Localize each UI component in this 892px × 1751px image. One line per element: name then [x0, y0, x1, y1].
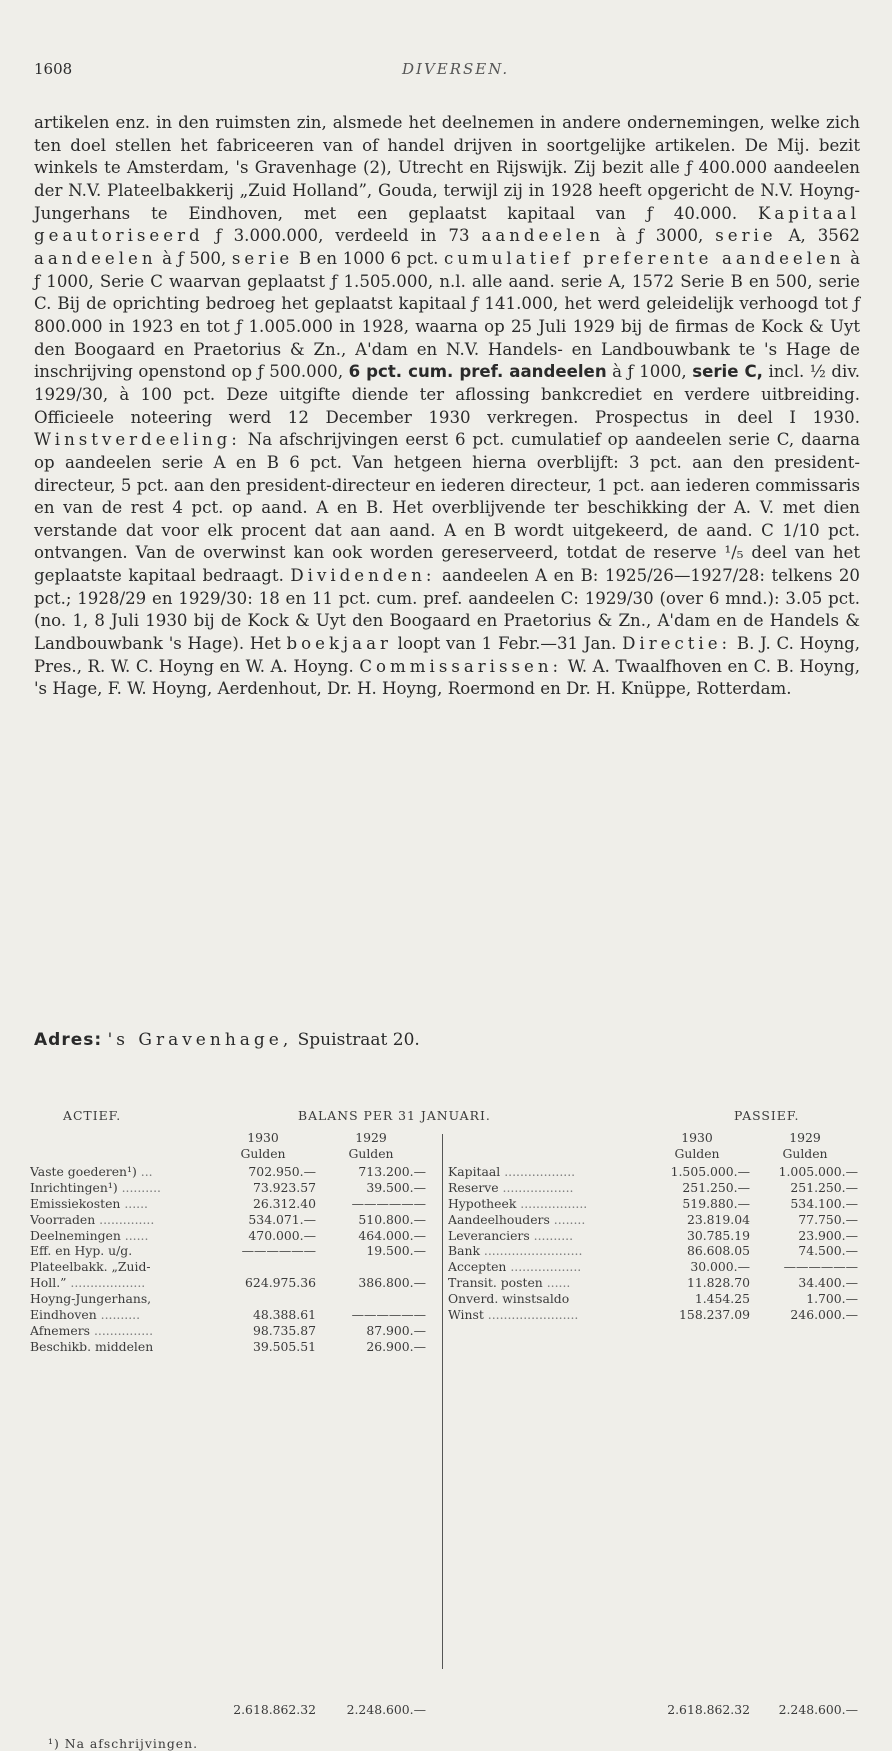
- year-header: 1929: [355, 1130, 387, 1145]
- table-row: [30, 1259, 444, 1275]
- table-row: [448, 1291, 860, 1307]
- row-label: Reserve ..................: [448, 1179, 574, 1195]
- value-1929: ——————: [783, 1259, 858, 1275]
- table-row: [30, 1323, 444, 1339]
- row-label: Afnemers ...............: [30, 1322, 154, 1338]
- value-1929: ——————: [351, 1307, 426, 1323]
- table-row: [30, 1164, 444, 1180]
- value-1930: 1.454.25: [694, 1291, 750, 1307]
- passief-total-1929: 2.248.600.—: [778, 1702, 858, 1717]
- value-1929: 510.800.—: [358, 1211, 426, 1227]
- table-row: [448, 1228, 860, 1244]
- table-row: [448, 1243, 860, 1259]
- value-1929: 246.000.—: [790, 1307, 858, 1323]
- year-header: 1929: [789, 1130, 821, 1145]
- table-row: [30, 1228, 444, 1244]
- row-label: Hypotheek .................: [448, 1195, 588, 1211]
- value-1929: 713.200.—: [358, 1164, 426, 1179]
- address-city: 's Gravenhage,: [107, 1030, 293, 1050]
- value-1929: 74.500.—: [798, 1243, 858, 1259]
- value-1929: 1.005.000.—: [778, 1164, 858, 1179]
- row-label: Deelnemingen ......: [30, 1227, 149, 1243]
- value-1929: 23.900.—: [798, 1227, 858, 1243]
- table-row: [448, 1307, 860, 1323]
- footnote: ¹) Na afschrijvingen.: [48, 1736, 199, 1751]
- actief-total-1929: 2.248.600.—: [346, 1702, 426, 1717]
- actief-rows: [30, 1164, 444, 1355]
- table-row: [30, 1275, 444, 1291]
- value-1929: 77.750.—: [798, 1211, 858, 1227]
- value-1929: 34.400.—: [798, 1275, 858, 1291]
- actief-total-1930: 2.618.862.32: [233, 1702, 316, 1717]
- value-1929: 39.500.—: [366, 1179, 426, 1195]
- row-label: Transit. posten ......: [448, 1275, 571, 1291]
- row-label: Leveranciers ..........: [448, 1227, 574, 1243]
- value-1930: 470.000.—: [248, 1227, 316, 1243]
- balance-title: BALANS PER 31 JANUARI.: [298, 1108, 491, 1123]
- value-1930: 98.735.87: [252, 1322, 316, 1338]
- passief-label: PASSIEF.: [734, 1108, 800, 1123]
- value-1929: 26.900.—: [366, 1338, 426, 1354]
- value-1929: 87.900.—: [366, 1322, 426, 1338]
- actief-totals: [30, 1702, 444, 1718]
- actief-column: [30, 1130, 444, 1355]
- balance-sheet: [30, 1108, 860, 1751]
- row-label: Eindhoven ..........: [30, 1307, 141, 1323]
- balance-header: [30, 1108, 860, 1130]
- unit-header: Gulden: [782, 1146, 828, 1161]
- address-line: [34, 1030, 860, 1050]
- table-row: [448, 1259, 860, 1275]
- row-label: Emissiekosten ......: [30, 1195, 148, 1211]
- value-1930: 1.505.000.—: [670, 1164, 750, 1179]
- value-1929: 534.100.—: [790, 1195, 858, 1211]
- value-1930: 26.312.40: [252, 1195, 316, 1211]
- year-header: 1930: [681, 1130, 713, 1145]
- value-1930: 11.828.70: [686, 1275, 750, 1291]
- unit-header: Gulden: [240, 1146, 286, 1161]
- row-label: Vaste goederen¹) ...: [30, 1164, 153, 1179]
- row-label: Accepten ..................: [448, 1259, 582, 1275]
- value-1929: 1.700.—: [806, 1291, 858, 1307]
- table-row: [30, 1291, 444, 1307]
- table-row: [30, 1339, 444, 1355]
- table-row: [30, 1196, 444, 1212]
- page-header: [34, 60, 824, 90]
- value-1930: 624.975.36: [245, 1275, 316, 1291]
- value-1930: 534.071.—: [248, 1211, 316, 1227]
- description-paragraph: artikelen enz. in den ruimsten zin, alsmede het deelnemen in andere ondernemingen, welke zich ten doel stellen het fabriceeren van of handel drijven in soortgelijke artikelen. De Mij. bezit winkels te Amsterdam, 's Gravenhage (2), Utrecht en Rijswijk. Zij bezit alle ƒ 400.000 aandeelen der N.V. Plateelbakkerij „Zuid Holland”, Gouda, terwijl zij in 1928 heeft opgericht de N.V. Hoyng-Jungerhans te Eindhoven, met een geplaatst kapitaal van ƒ 40.000. Kapitaal geautoriseerd ƒ 3.000.000, verdeeld in 73 aandeelen à ƒ 3000, serie A, 3562 aandeelen à ƒ 500, serie B en 1000 6 pct. cumulatief preferente aandeelen à ƒ 1000, Serie C waarvan geplaatst ƒ 1.505.000, n.l. alle aand. serie A, 1572 Serie B en 500, serie C. Bij de oprichting bedroeg het geplaatst kapitaal ƒ 141.000, het werd geleidelijk verhoogd tot ƒ 800.000 in 1923 en tot ƒ 1.005.000 in 1928, waarna op 25 Juli 1929 bij de firmas de Kock & Uyt den Boogaard en Praetorius & Zn., A'dam en N.V. Handels- en Landbouwbank te 's Hage de inschrijving openstond op ƒ 500.000, 6 pct. cum. pref. aandeelen à ƒ 1000, serie C, incl. ½ div. 1929/30, à 100 pct. Deze uitgifte diende ter aflossing bankcrediet en verdere uitbreiding. Officieele noteering werd 12 December 1930 verkregen. Prospectus in deel I 1930. Winstverdeeling: Na afschrijvingen eerst 6 pct. cumulatief op aandeelen serie C, daarna op aandeelen serie A en B 6 pct. Van hetgeen hierna overblijft: 3 pct. aan den president-directeur, 5 pct. aan den president-directeur en iederen directeur, 1 pct. aan iederen commissaris en van de rest 4 pct. op aand. A en B. Het overblijvende ter beschikking der A. V. met dien verstande dat voor elk procent dat aan aand. A en B wordt uitgekeerd, de aand. C 1/10 pct. ontvangen. Van de overwinst kan ook worden gereserveerd, totdat de reserve ¹/₅ deel van het geplaatste kapitaal bedraagt. Dividenden: aandeelen A en B: 1925/26—1927/28: telkens 20 pct.; 1928/29 en 1929/30: 18 en 11 pct. cum. pref. aandeelen C: 1929/30 (over 6 mnd.): 3.05 pct. (no. 1, 8 Juli 1930 bij de Kock & Uyt den Boogaard en Praetorius & Zn., A'dam en de Handels & Landbouwbank 's Hage). Het boekjaar loopt van 1 Febr.—31 Jan. Directie: B. J. C. Hoyng, Pres., R. W. C. Hoyng en W. A. Hoyng. Commissarissen: W. A. Twaalfhoven en C. B. Hoyng, 's Hage, F. W. Hoyng, Aerdenhout, Dr. H. Hoyng, Roermond en Dr. H. Knüppe, Rotterdam.: [34, 113, 861, 699]
- value-1930: ——————: [241, 1243, 316, 1259]
- row-label: Kapitaal ..................: [448, 1164, 576, 1179]
- value-1929: 464.000.—: [358, 1227, 426, 1243]
- passief-column: [448, 1130, 860, 1323]
- value-1930: 30.785.19: [686, 1227, 750, 1243]
- value-1929: ——————: [351, 1195, 426, 1211]
- value-1930: 251.250.—: [682, 1179, 750, 1195]
- table-row: [30, 1243, 444, 1259]
- address-street: Spuistraat 20.: [297, 1030, 420, 1050]
- value-1930: 519.880.—: [682, 1195, 750, 1211]
- row-label: Inrichtingen¹) ..........: [30, 1179, 161, 1195]
- row-label: Aandeelhouders ........: [448, 1211, 586, 1227]
- running-title: DIVERSEN.: [402, 60, 510, 78]
- row-label: Voorraden ..............: [30, 1211, 155, 1227]
- table-row: [30, 1180, 444, 1196]
- address-label: Adres:: [34, 1030, 103, 1050]
- table-row: [30, 1307, 444, 1323]
- value-1930: 86.608.05: [686, 1243, 750, 1259]
- value-1929: 386.800.—: [358, 1275, 426, 1291]
- passief-column-headers: [448, 1130, 860, 1164]
- table-row: [448, 1180, 860, 1196]
- row-label: Plateelbakk. „Zuid-: [30, 1259, 151, 1275]
- value-1930: 48.388.61: [252, 1307, 316, 1323]
- passief-totals: [448, 1702, 860, 1718]
- table-row: [448, 1212, 860, 1228]
- row-label: Beschikb. middelen: [30, 1338, 154, 1354]
- table-row: [448, 1275, 860, 1291]
- value-1930: 39.505.51: [252, 1338, 316, 1354]
- row-label: Winst .......................: [448, 1307, 579, 1323]
- year-header: 1930: [247, 1130, 279, 1145]
- value-1930: 702.950.—: [248, 1164, 316, 1179]
- row-label: Hoyng-Jungerhans,: [30, 1291, 152, 1307]
- passief-rows: [448, 1164, 860, 1323]
- row-label: Holl.” ...................: [30, 1275, 146, 1291]
- company-description: [34, 112, 860, 701]
- value-1930: 73.923.57: [252, 1179, 316, 1195]
- table-row: [30, 1212, 444, 1228]
- unit-header: Gulden: [348, 1146, 394, 1161]
- value-1930: 23.819.04: [686, 1211, 750, 1227]
- table-row: [448, 1164, 860, 1180]
- actief-label: ACTIEF.: [63, 1108, 122, 1123]
- table-row: [448, 1196, 860, 1212]
- row-label: Onverd. winstsaldo: [448, 1291, 570, 1307]
- row-label: Bank .........................: [448, 1243, 583, 1259]
- passief-total-1930: 2.618.862.32: [667, 1702, 750, 1717]
- value-1929: 19.500.—: [366, 1243, 426, 1259]
- unit-header: Gulden: [674, 1146, 720, 1161]
- page-number: 1608: [34, 60, 73, 78]
- value-1930: 158.237.09: [679, 1307, 750, 1323]
- row-label: Eff. en Hyp. u/g.: [30, 1243, 133, 1259]
- actief-column-headers: [30, 1130, 444, 1164]
- value-1930: 30.000.—: [690, 1259, 750, 1275]
- value-1929: 251.250.—: [790, 1179, 858, 1195]
